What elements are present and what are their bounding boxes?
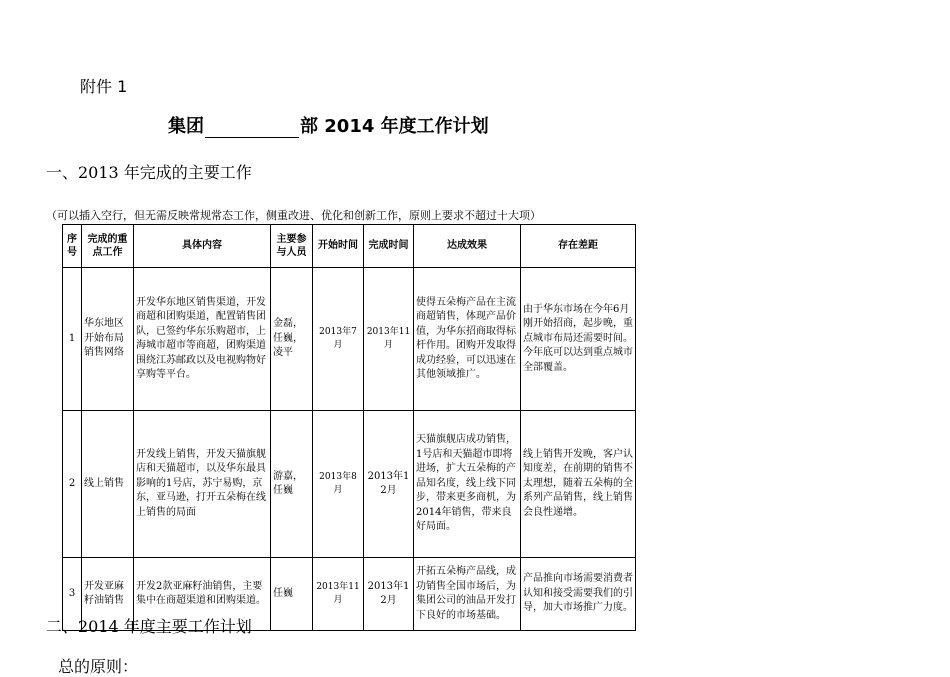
row-people: 金磊，任巍，凌平 (271, 268, 313, 411)
row-start: 2013年8月 (313, 411, 364, 558)
work-table (62, 224, 636, 631)
header-result: 达成效果 (414, 225, 521, 268)
table-row (63, 268, 636, 411)
row-detail: 开发华东地区销售渠道，开发商超和团购渠道，配置销售团队，已签约华东乐购超市，上海城市超市等商超，团购渠道围绕江苏邮政以及电视购物好享购等平台。 (134, 268, 271, 411)
row-result: 使得五朵梅产品在主流商超销售，体现产品价值，为华东招商取得标杆作用。团购开发取得成功经验，可以迅速在其他领域推广。 (414, 268, 521, 411)
table-header-row (63, 225, 636, 268)
table-row (63, 411, 636, 558)
row-end: 2013年12月 (364, 411, 414, 558)
header-no: 序号 (63, 225, 82, 268)
row-result: 开拓五朵梅产品线，成功销售全国市场后，为集团公司的油品开发打下良好的市场基础。 (414, 558, 521, 631)
header-people: 主要参与人员 (271, 225, 313, 268)
document-title (168, 112, 489, 138)
row-gap: 线上销售开发晚，客户认知度差，在前期的销售不太理想，随着五朵梅的全系列产品销售，线上销售会良性递增。 (521, 411, 636, 558)
section2-heading: 二、2014 年度主要工作计划 (46, 617, 252, 636)
row-people: 任巍 (271, 558, 313, 631)
row-gap: 产品推向市场需要消费者认知和接受需要我们的引导，加大市场推广力度。 (521, 558, 636, 631)
row-no: 3 (63, 558, 82, 631)
header-gap: 存在差距 (521, 225, 636, 268)
title-prefix: 集团 (168, 116, 204, 137)
row-result: 天猫旗舰店成功销售，1号店和天猫超市即将进场，扩大五朵梅的产品知名度，线上线下同步，带来更多商机，为2014年销售，带来良好局面。 (414, 411, 521, 558)
row-task: 线上销售 (82, 411, 134, 558)
row-detail: 开发线上销售，开发天猫旗舰店和天猫超市，以及华东最具影响的1号店，苏宁易购，京东，亚马逊，打开五朵梅在线上销售的局面 (134, 411, 271, 558)
section1-note: （可以插入空行，但无需反映常规常态工作，侧重改进、优化和创新工作，原则上要求不超过十大项） (46, 209, 541, 222)
row-start: 2013年11月 (313, 558, 364, 631)
row-end: 2013年11月 (364, 268, 414, 411)
header-end: 完成时间 (364, 225, 414, 268)
row-detail: 开发2款亚麻籽油销售，主要集中在商超渠道和团购渠道。 (134, 558, 271, 631)
row-task: 华东地区开始布局销售网络 (82, 268, 134, 411)
section1-heading: 一、2013 年完成的主要工作 (46, 163, 252, 182)
header-detail: 具体内容 (134, 225, 271, 268)
header-start: 开始时间 (313, 225, 364, 268)
row-no: 1 (63, 268, 82, 411)
attachment-label: 附件 1 (80, 77, 128, 96)
row-no: 2 (63, 411, 82, 558)
header-task: 完成的重点工作 (82, 225, 134, 268)
row-end: 2013年12月 (364, 558, 414, 631)
row-task: 开发亚麻籽油销售 (82, 558, 134, 631)
row-gap: 由于华东市场在今年6月刚开始招商，起步晚，重点城市布局还需要时间。今年底可以达到重点城市全部覆盖。 (521, 268, 636, 411)
principle-heading: 总的原则： (58, 657, 139, 676)
row-people: 游嘉，任巍 (271, 411, 313, 558)
title-suffix: 部 2014 年度工作计划 (300, 116, 489, 137)
department-blank-field (205, 117, 299, 138)
row-start: 2013年7月 (313, 268, 364, 411)
